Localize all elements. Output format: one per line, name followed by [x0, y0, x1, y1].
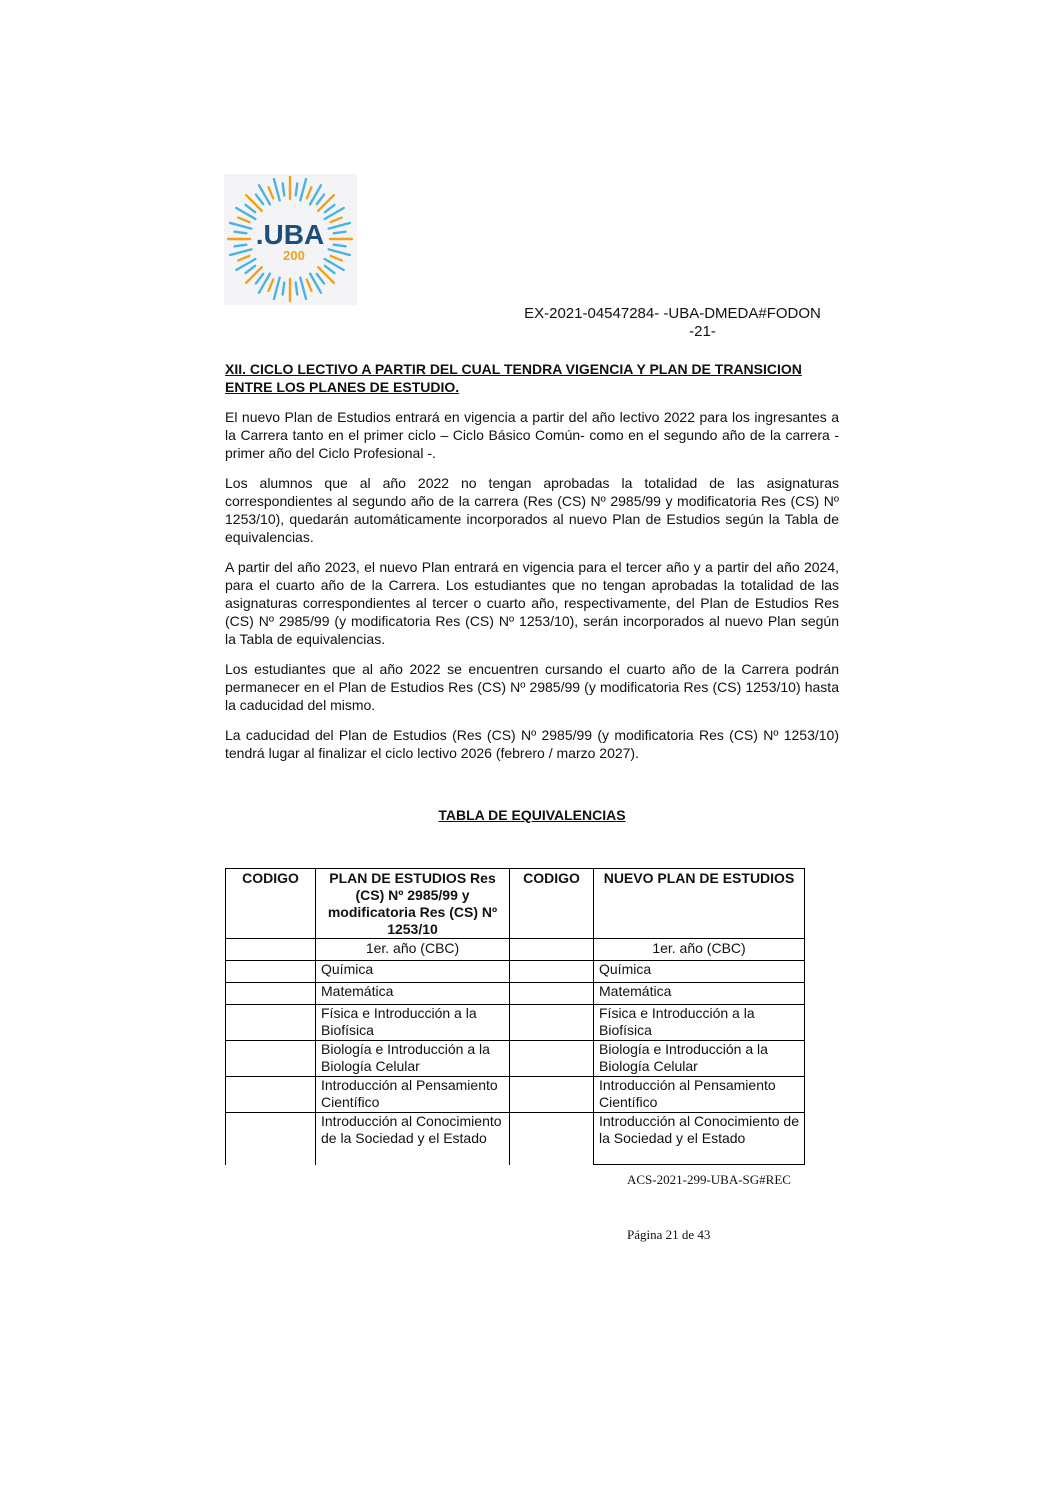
uba-200-logo — [224, 174, 357, 305]
logo-ray — [246, 205, 256, 212]
subject-old: Introducción al Conocimiento de la Sociedad y el Estado — [316, 1113, 510, 1165]
table-row — [226, 1113, 805, 1165]
paragraph-2: Los alumnos que al año 2022 no tengan aprobadas la totalidad de las asignaturas correspondientes al segundo año de la carrera (Res (CS) Nº 2985/99 y modificatoria Res (CS) Nº 1253/10), quedarán automáticamente incorporados al nuevo Plan de Estudios según la Tabla de equivalencias. — [225, 475, 839, 545]
code-new-cell — [510, 1077, 594, 1113]
subject-old: Biología e Introducción a la Biología Celular — [316, 1041, 510, 1077]
code-old-cell — [226, 983, 316, 1005]
subject-new: Introducción al Conocimiento de la Sociedad y el Estado — [594, 1113, 805, 1165]
subject-new: Física e Introducción a la Biofísica — [594, 1005, 805, 1041]
logo-ray — [230, 223, 251, 229]
subject-new: Química — [594, 961, 805, 983]
header-plan-new: NUEVO PLAN DE ESTUDIOS — [594, 869, 805, 939]
logo-ray — [238, 256, 249, 261]
table-cell — [226, 939, 316, 961]
table-cell — [510, 939, 594, 961]
logo-ray — [334, 245, 346, 247]
code-old-cell — [226, 1005, 316, 1041]
logo-ray — [296, 183, 298, 195]
paragraph-5: La caducidad del Plan de Estudios (Res (CS) Nº 2985/99 (y modificatoria Res (CS) Nº 1253/10) tendrá lugar al finalizar el ciclo lectivo 2026 (febrero / marzo 2027). — [225, 727, 839, 761]
page-mark: -21- — [689, 323, 716, 340]
subject-new: Matemática — [594, 983, 805, 1005]
code-new-cell — [510, 1041, 594, 1077]
table-row — [226, 983, 805, 1005]
code-old-cell — [226, 1077, 316, 1113]
subject-new: Biología e Introducción a la Biología Celular — [594, 1041, 805, 1077]
table-row — [226, 1077, 805, 1113]
code-new-cell — [510, 1113, 594, 1165]
year-new: 1er. año (CBC) — [594, 939, 805, 961]
logo-ray — [246, 266, 256, 273]
equivalence-table — [225, 868, 805, 1165]
logo-ray — [331, 218, 342, 223]
paragraph-4: Los estudiantes que al año 2022 se encuentren cursando el cuarto año de la Carrera podrán permanecer en el Plan de Estudios Res (CS) Nº 2985/99 (y modificatoria Res (CS) 1253/10) hasta la caducidad del mismo. — [225, 661, 839, 713]
section-content — [225, 360, 839, 774]
header-code-new: CODIGO — [510, 869, 594, 939]
logo-ray — [325, 205, 335, 212]
logo-ray — [296, 283, 298, 295]
header-plan-old: PLAN DE ESTUDIOS Res (CS) Nº 2985/99 y modificatoria Res (CS) Nº 1253/10 — [316, 869, 510, 939]
code-new-cell — [510, 961, 594, 983]
logo-ray — [274, 278, 280, 299]
logo-ray — [230, 249, 251, 255]
logo-ray — [307, 187, 312, 198]
subject-old: Introducción al Pensamiento Científico — [316, 1077, 510, 1113]
logo-ray — [317, 195, 324, 205]
subject-old: Matemática — [316, 983, 510, 1005]
expediente-number: EX-2021-04547284- -UBA-DMEDA#FODON — [524, 305, 821, 322]
paragraph-1: El nuevo Plan de Estudios entrará en vigencia a partir del año lectivo 2022 para los ingresantes a la Carrera tanto en el primer ciclo – Ciclo Básico Común- como en el segundo año de la carrera -primer año del Ciclo Profesional -. — [225, 409, 839, 461]
logo-ray — [238, 218, 249, 223]
logo-ray — [329, 223, 350, 229]
subject-old: Química — [316, 961, 510, 983]
section-title: XII. CICLO LECTIVO A PARTIR DEL CUAL TENDRA VIGENCIA Y PLAN DE TRANSICION ENTRE LOS PLANES DE ESTUDIO. — [225, 361, 802, 395]
logo-ray — [334, 232, 346, 234]
logo-ray — [269, 187, 274, 198]
logo-ray — [307, 280, 312, 291]
code-old-cell — [226, 961, 316, 983]
subject-old: Física e Introducción a la Biofísica — [316, 1005, 510, 1041]
code-new-cell — [510, 1005, 594, 1041]
logo-ray — [283, 183, 285, 195]
subject-new: Introducción al Pensamiento Científico — [594, 1077, 805, 1113]
logo-200-text: 200 — [283, 248, 305, 263]
logo-ray — [325, 266, 335, 273]
logo-ray — [331, 256, 342, 261]
code-old-cell — [226, 1041, 316, 1077]
table-title: TABLA DE EQUIVALENCIAS — [438, 807, 626, 823]
logo-ray — [256, 274, 263, 284]
logo-ray — [317, 274, 324, 284]
table-row — [226, 1041, 805, 1077]
footer-document-code: ACS-2021-299-UBA-SG#REC — [627, 1172, 791, 1187]
code-old-cell — [226, 1113, 316, 1165]
logo-ray — [283, 283, 285, 295]
logo-ray — [300, 179, 306, 200]
logo-ray — [234, 245, 246, 247]
year-old: 1er. año (CBC) — [316, 939, 510, 961]
table-row — [226, 961, 805, 983]
logo-ray — [256, 195, 263, 205]
logo-uba-text: .UBA — [255, 219, 325, 250]
expediente-header — [505, 305, 840, 341]
header-code-old: CODIGO — [226, 869, 316, 939]
paragraph-3: A partir del año 2023, el nuevo Plan entrará en vigencia para el tercer año y a partir del año 2024, para el cuarto año de la Carrera. Los estudiantes que no tengan aprobadas la totalidad de las asignaturas correspondientes al tercer o cuarto año, respectivamente, del Plan de Estudios Res (CS) Nº 2985/99 (y modificatoria Res (CS) Nº 1253/10), serán incorporados al nuevo Plan según la Tabla de equivalencias. — [225, 559, 839, 647]
logo-ray — [329, 249, 350, 255]
uba-200-logo-graphic — [224, 174, 357, 305]
table-row — [226, 1005, 805, 1041]
logo-ray — [274, 179, 280, 200]
logo-ray — [234, 232, 246, 234]
logo-ray — [269, 280, 274, 291]
code-new-cell — [510, 983, 594, 1005]
logo-ray — [300, 278, 306, 299]
footer-page-number: Página 21 de 43 — [627, 1227, 711, 1242]
